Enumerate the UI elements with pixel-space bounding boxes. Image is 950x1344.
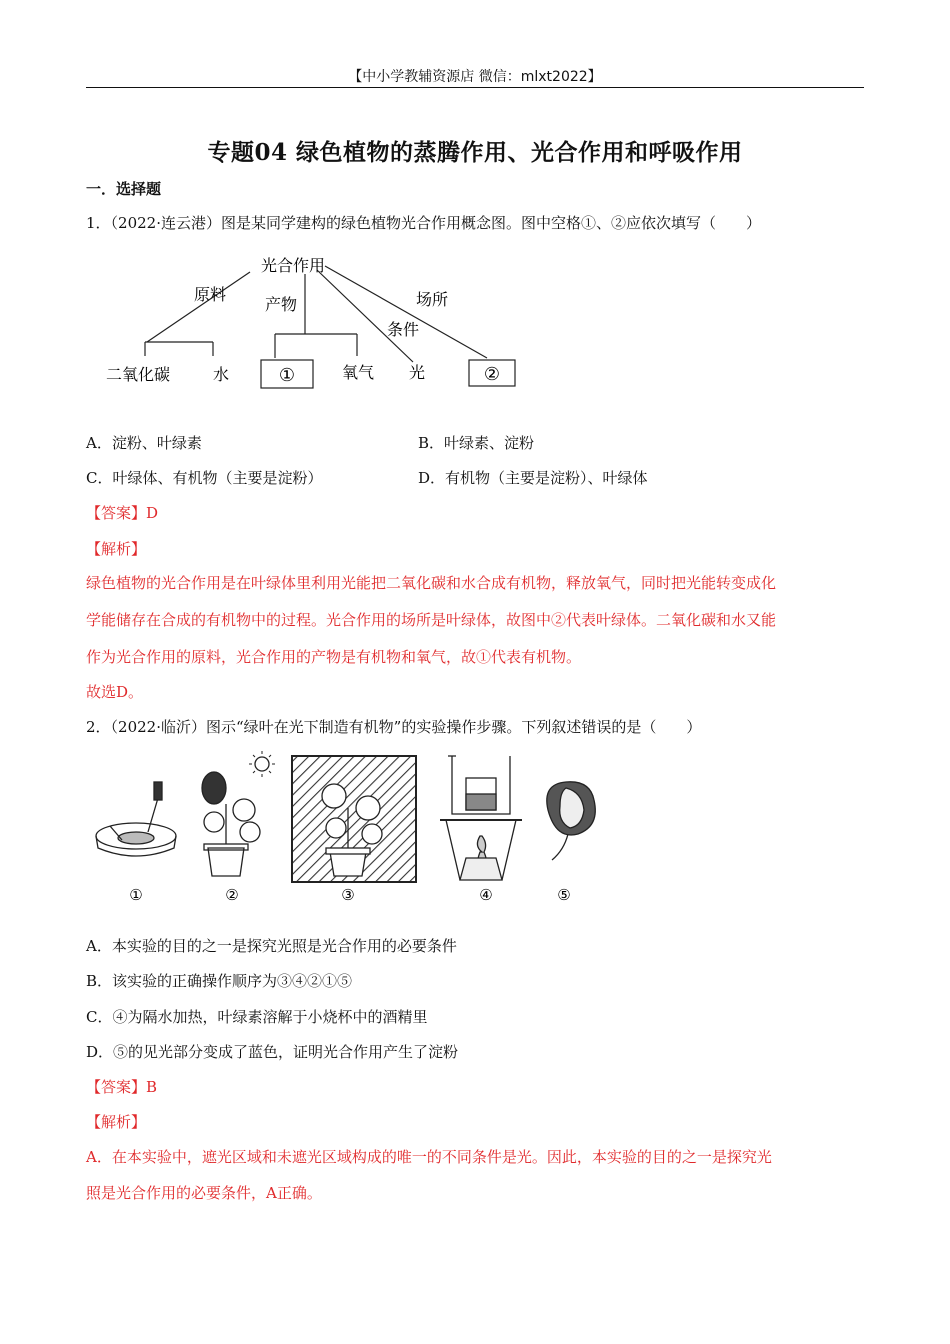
- q1-stem: 1．（2022·连云港）图是某同学建构的绿色植物光合作用概念图。图中空格①、②应依次填写（ ）: [86, 214, 761, 232]
- diagram-branch-product: 产物: [264, 295, 298, 314]
- q2-option-d: D．⑤的见光部分变成了蓝色，证明光合作用产生了淀粉: [86, 1043, 459, 1061]
- q2-analysis-line-1: A．在本实验中，遮光区域和未遮光区域构成的唯一的不同条件是光。因此，本实验的目的之一是探究光: [86, 1148, 772, 1166]
- diagram-leaf-light: 光: [408, 363, 426, 382]
- q1-analysis-line-1: 绿色植物的光合作用是在叶绿体里利用光能把二氧化碳和水合成有机物，释放氧气，同时把光能转变成化: [86, 574, 777, 592]
- q2-option-c: C．④为隔水加热，叶绿素溶解于小烧杯中的酒精里: [86, 1008, 428, 1026]
- q1-analysis-label: 【解析】: [86, 540, 147, 558]
- q2-analysis-label: 【解析】: [86, 1113, 147, 1131]
- diagram-branch-condition: 条件: [386, 320, 420, 339]
- diagram-leaf-water: 水: [212, 365, 230, 384]
- step3-dark-box-icon: [292, 756, 416, 882]
- diagram-root: 光合作用: [260, 256, 326, 275]
- q2-answer: 【答案】B: [86, 1078, 158, 1096]
- q1-analysis-line-3: 作为光合作用的原料，光合作用的产物是有机物和氧气，故①代表有机物。: [86, 648, 582, 666]
- diagram-box-2: ②: [483, 364, 501, 385]
- step-label-5: ⑤: [557, 886, 571, 904]
- q1-option-c: C．叶绿体、有机物（主要是淀粉）: [86, 469, 323, 487]
- header-source-text: 【中小学教辅资源店 微信：mlxt2022】: [348, 69, 602, 85]
- q2-experiment-figure: [90, 748, 610, 908]
- step2-plant-icon: [202, 751, 275, 876]
- diagram-box-1: ①: [278, 365, 296, 386]
- diagram-leaf-co2: 二氧化碳: [105, 365, 171, 384]
- diagram-branch-place: 场所: [415, 290, 449, 309]
- q1-option-b: B．叶绿素、淀粉: [418, 434, 535, 452]
- q2-option-b: B．该实验的正确操作顺序为③④②①⑤: [86, 972, 353, 990]
- q2-stem: 2．（2022·临沂）图示“绿叶在光下制造有机物”的实验操作步骤。下列叙述错误的是（ ）: [86, 718, 702, 736]
- diagram-branch-raw: 原料: [193, 285, 227, 304]
- header-rule: [86, 87, 864, 88]
- section-heading: 一．选择题: [86, 180, 162, 198]
- step-label-1: ①: [129, 886, 143, 904]
- q1-option-d: D．有机物（主要是淀粉）、叶绿体: [418, 469, 648, 487]
- step5-leaf-icon: [547, 782, 595, 860]
- q1-conclusion: 故选D。: [86, 683, 144, 701]
- q2-analysis-line-2: 照是光合作用的必要条件，A正确。: [86, 1184, 322, 1202]
- step1-dish-icon: [96, 782, 176, 856]
- q1-option-a: A．淀粉、叶绿素: [86, 434, 202, 452]
- page-title: 专题04 绿色植物的蒸腾作用、光合作用和呼吸作用: [207, 139, 743, 166]
- step-label-2: ②: [225, 886, 239, 904]
- step-label-4: ④: [479, 886, 493, 904]
- step-label-3: ③: [341, 886, 355, 904]
- q1-analysis-line-2: 学能储存在合成的有机物中的过程。光合作用的场所是叶绿体，故图中②代表叶绿体。二氧化碳和水又能: [86, 611, 777, 629]
- step4-heating-icon: [440, 756, 522, 880]
- diagram-leaf-oxygen: 氧气: [341, 363, 375, 382]
- q1-answer: 【答案】D: [86, 504, 159, 522]
- q1-concept-diagram: [95, 250, 535, 400]
- q2-option-a: A．本实验的目的之一是探究光照是光合作用的必要条件: [86, 937, 457, 955]
